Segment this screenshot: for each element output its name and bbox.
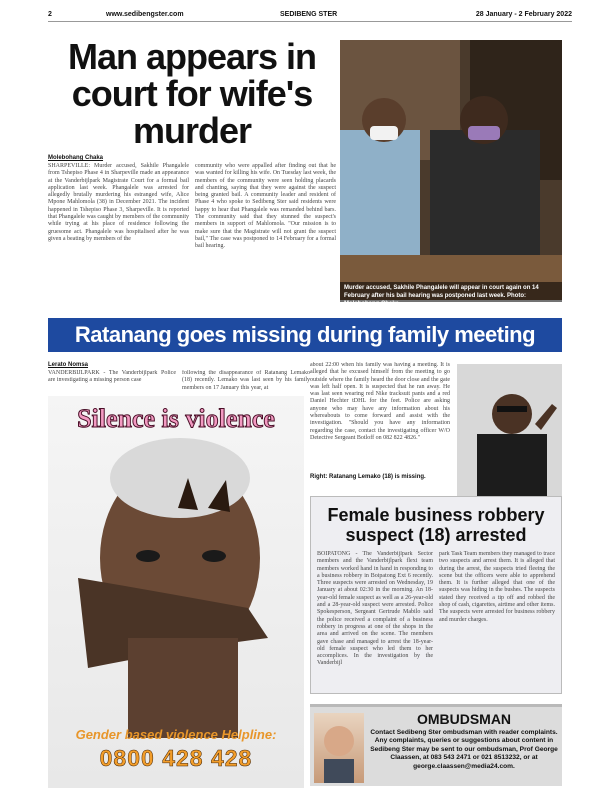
page-header [48, 8, 572, 22]
gbv-poster [48, 396, 304, 788]
lead-story [48, 155, 336, 251]
lead-col-2: community who were appalled after finding out that he was wanted for killing his wife. On Tuesday last week, the members of the community were seen holding placards and chanting, saying that they were against the suspect being granted bail. A community leader and resident of Phase 4 who spoke to Sedibeng Ster said residents were happy to hear that Phangalele was remanded behind bars. The community said that they stunned the suspect's members in support of Mahlomola. "Our mission is to make sure that the Magistrate will not grant the suspect bail," The case was postponed to 14 February for a formal bail hearing. [195, 163, 336, 250]
missing-col-1: VANDERBIJLPARK - The Vanderbijlpark Police are investigating a missing person case [48, 370, 176, 384]
poster-illustration [48, 438, 304, 738]
lead-headline-box [48, 34, 336, 151]
robbery-col-1: BOIPATONG - The Vanderbijlpark Sector members and the Vanderbijlpark flexi team members worked hand in hand in responding to a business robbery in Boipatong Ext 6 recently. Three suspects were arrested on Wednesday, 19 January at about 02:30 in the morning. An 18-year-old female suspect as well as a 26-year-old and a 28-year-old suspect were arrested. Police Spokesperson, Sergeant Gertrude Mabilo said the police received a complaint of a business robbery in progress at one of the shops in the area and arrived on the scene. The members gave chase and managed to arrest the 18-year-old female suspect who led them to her accomplices. In the investigation by the Vanderbijl [317, 551, 433, 667]
page-number: 2 [48, 11, 52, 18]
ombudsman-photo [314, 713, 364, 783]
issue-date: 28 January - 2 February 2022 [475, 11, 572, 18]
court-photo [340, 40, 562, 300]
helpline-number: 0800 428 428 [99, 745, 253, 771]
robbery-headline: Female business robbery suspect (18) arrested [327, 505, 545, 545]
ombudsman-title: OMBUDSMAN [416, 711, 512, 727]
missing-person-photo [457, 364, 562, 504]
ombudsman-box [310, 704, 562, 786]
missing-photo-illustration [457, 364, 562, 504]
helpline-label: Gender based violence Helpline: [75, 727, 277, 742]
missing-byline: Lerato Nomsa [48, 362, 89, 368]
missing-photo-caption: Right: Ratanang Lemako (18) is missing. [310, 474, 426, 480]
robbery-col-2: park Task Team members they managed to trace two suspects and arrest them. It is alleged that during the arrest, the suspects tried fleeing the scene but the officers were able to apprehend them. It is further alleged that one of the suspects was hiding in the bushes. The suspects stated they received a tip off and robbed the shop of cash, cigarettes, airtime and other items. The suspects were arrested for business robbery and murder charges. [439, 551, 555, 623]
missing-col-3: about 22:00 when his family was having a meeting. It is alleged that he excused himself from the meeting to go outside where the family heard the door close and the gate was left half open. It is suspected that he ran away. He was last seen wearing red Nike tracksuit pants and a red Daniel Hechter tDHL for the feet. Police are asking anyone who may have any information about his whereabouts to come forward and assist with the investigation. "Should you have any information regarding the case, contact the investigating officer W/O Detective Sergeant Botloff on 082 822 4826." [310, 362, 450, 441]
paper-name: SEDIBENG STER [280, 11, 338, 18]
ombudsman-portrait [314, 713, 364, 783]
missing-banner: Ratanang goes missing during family meeting [48, 318, 562, 352]
court-photo-caption: Murder accused, Sakhile Phangalele will appear in court again on 14 February after his bail hearing was postponed last week. Photo: Molebohang Chaka [340, 282, 562, 302]
poster-headline: Silence is violence [77, 404, 275, 433]
lead-byline: Molebohang Chaka [48, 155, 104, 161]
lead-col-1: SHARPEVILLE: Murder accused, Sakhile Phangalele from Tshepiso Phase 4 in Sharpeville made an appearance at the Vanderbijlpark Magistrate Court for a formal bail application last week. Phangalele was arrested for allegedly brutally murdering his estranged wife, Alice Mpone Mahlomola (38) in December 2021. The incident happened in Tshepiso Phase 3, Sharpeville. It is reported that Phangalele was caught by members of the community while trying at his place of residence following the gruesome act. Phangalele was hospitalised after he was given a beating by members of the [48, 163, 189, 242]
website: www.sedibengster.com [106, 11, 184, 18]
ombudsman-body: Contact Sedibeng Ster ombudsman with reader complaints. Any complaints, queries or suggestions about content in Sedibeng Ster may be sent to our ombudsman, Prof George Claassen, at 083 543 2471 or 021 8513232, or at george.claassen@media24.com. [370, 729, 558, 770]
missing-col-2: following the disappearance of Ratanang Lemako (18) recently. Lemako was last seen by his family members on 17 January this year, at [182, 370, 310, 391]
lead-headline: Man appears in court for wife's murder [67, 36, 317, 151]
robbery-story [310, 496, 562, 694]
court-photo-illustration [340, 40, 562, 300]
